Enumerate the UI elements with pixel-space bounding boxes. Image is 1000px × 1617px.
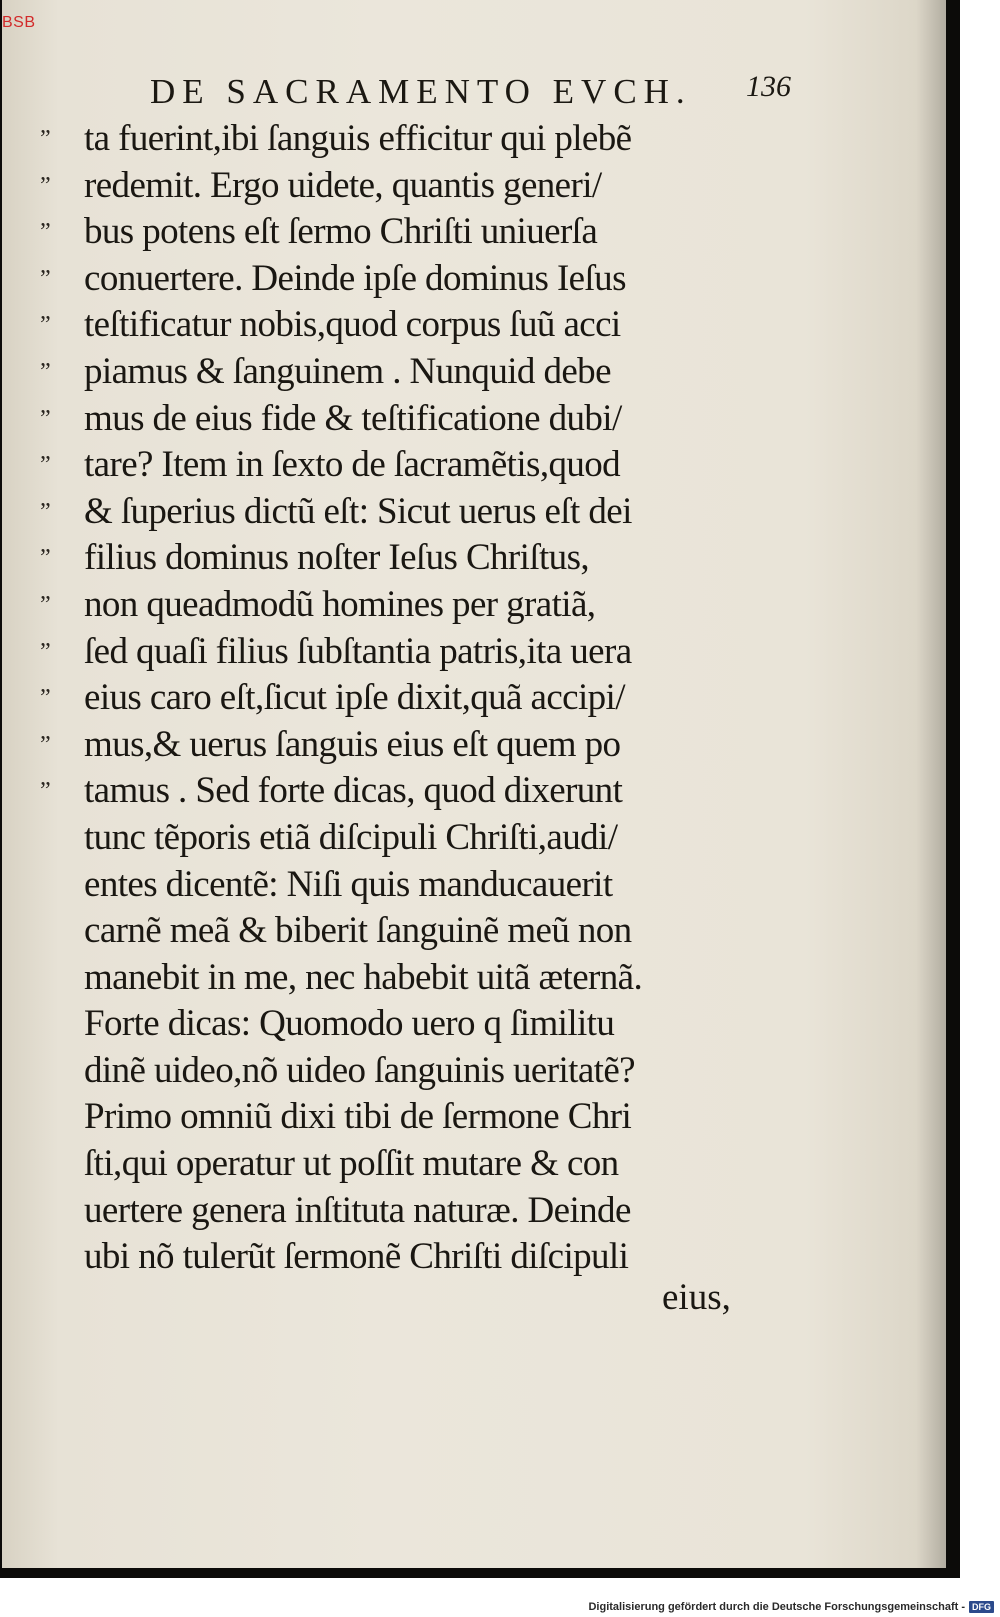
- line-text: piamus & ſanguinem . Nunquid debe: [84, 350, 611, 392]
- text-block: [40, 116, 800, 1281]
- line-text: ubi nõ tulerũt ſermonẽ Chriſti diſcipuli: [84, 1236, 629, 1278]
- running-head: DE SACRAMENTO EVCH.: [150, 72, 692, 111]
- quotation-marker: ”: [40, 638, 51, 665]
- line-text: ſti,qui operatur ut poſſit mutare & con: [84, 1143, 619, 1185]
- page-gutter-shadow: [916, 0, 946, 1568]
- line-text: Forte dicas: Quomodo uero q ſimilitu: [84, 1003, 615, 1045]
- quotation-marker: ”: [40, 778, 51, 805]
- quotation-marker: ”: [40, 498, 51, 525]
- line-text: & ſuperius dictũ eſt: Sicut uerus eſt dei: [84, 490, 632, 532]
- line-text: tare? Item in ſexto de ſacramẽtis,quod: [84, 444, 621, 486]
- text-line: [40, 1234, 800, 1281]
- text-line: [40, 116, 800, 163]
- text-line: [40, 256, 800, 303]
- library-mark: BSB: [2, 14, 36, 31]
- quotation-marker: ”: [40, 731, 51, 758]
- line-text: ta fuerint,ibi ſanguis efficitur qui plebẽ: [84, 118, 632, 159]
- line-text: manebit in me, nec habebit uitã æternã.: [84, 956, 643, 998]
- line-text: conuertere. Deinde ipſe dominus Ieſus: [84, 257, 626, 299]
- quotation-marker: ”: [40, 545, 51, 572]
- line-text: Primo omniũ dixi tibi de ſermone Chri: [84, 1096, 632, 1138]
- text-line: [40, 163, 800, 210]
- text-line: [40, 908, 800, 955]
- dfg-logo: DFG: [969, 1601, 994, 1613]
- text-line: [40, 629, 800, 676]
- text-line: [40, 489, 800, 536]
- text-line: [40, 675, 800, 722]
- quotation-marker: ”: [40, 452, 51, 479]
- text-line: [40, 862, 800, 909]
- line-text: mus de eius fide & teſtificatione dubi/: [84, 397, 622, 439]
- line-text: teſtificatur nobis,quod corpus ſuũ acci: [84, 304, 621, 346]
- text-line: [40, 1048, 800, 1095]
- quotation-marker: ”: [40, 312, 51, 339]
- book-page: [2, 0, 946, 1568]
- funding-footer: [588, 1601, 994, 1613]
- quotation-marker: ”: [40, 358, 51, 385]
- line-text: bus potens eſt ſermo Chriſti uniuerſa: [84, 211, 598, 253]
- text-line: [40, 1141, 800, 1188]
- quotation-marker: ”: [40, 685, 51, 712]
- text-line: [40, 209, 800, 256]
- text-line: [40, 955, 800, 1002]
- line-text: non queadmodũ homines per gratiã,: [84, 583, 596, 625]
- text-line: [40, 442, 800, 489]
- text-line: [40, 1094, 800, 1141]
- text-line: [40, 1188, 800, 1235]
- line-text: tamus . Sed forte dicas, quod dixerunt: [84, 770, 623, 812]
- quotation-marker: ”: [40, 591, 51, 618]
- quotation-marker: ”: [40, 172, 51, 199]
- text-line: [40, 349, 800, 396]
- line-text: redemit. Ergo uidete, quantis generi/: [84, 164, 602, 206]
- quotation-marker: ”: [40, 219, 51, 246]
- line-text: ſed quaſi filius ſubſtantia patris,ita uera: [84, 630, 632, 672]
- quotation-marker: ”: [40, 265, 51, 292]
- quotation-marker: ”: [40, 405, 51, 432]
- line-text: dinẽ uideo,nõ uideo ſanguinis ueritatẽ?: [84, 1049, 635, 1091]
- text-line: [40, 815, 800, 862]
- text-line: [40, 396, 800, 443]
- line-text: entes dicentẽ: Niſi quis manducauerit: [84, 863, 613, 905]
- quotation-marker: ”: [40, 126, 51, 152]
- text-line: [40, 302, 800, 349]
- line-text: tunc tẽporis etiã diſcipuli Chriſti,audi/: [84, 816, 618, 858]
- catchword: eius,: [662, 1277, 731, 1318]
- text-line: [40, 768, 800, 815]
- text-line: [40, 582, 800, 629]
- line-text: eius caro eſt,ſicut ipſe dixit,quã accipi/: [84, 677, 625, 719]
- line-text: mus,& uerus ſanguis eius eſt quem po: [84, 723, 621, 765]
- line-text: carnẽ meã & biberit ſanguinẽ meũ non: [84, 910, 632, 952]
- funding-footer-text: Digitalisierung gefördert durch die Deutsche Forschungsgemeinschaft -: [588, 1601, 965, 1613]
- line-text: uertere genera inſtituta naturæ. Deinde: [84, 1189, 631, 1231]
- text-line: [40, 722, 800, 769]
- page-number: 136: [746, 70, 791, 103]
- text-line: [40, 535, 800, 582]
- text-line: [40, 1001, 800, 1048]
- line-text: filius dominus noſter Ieſus Chriſtus,: [84, 537, 590, 579]
